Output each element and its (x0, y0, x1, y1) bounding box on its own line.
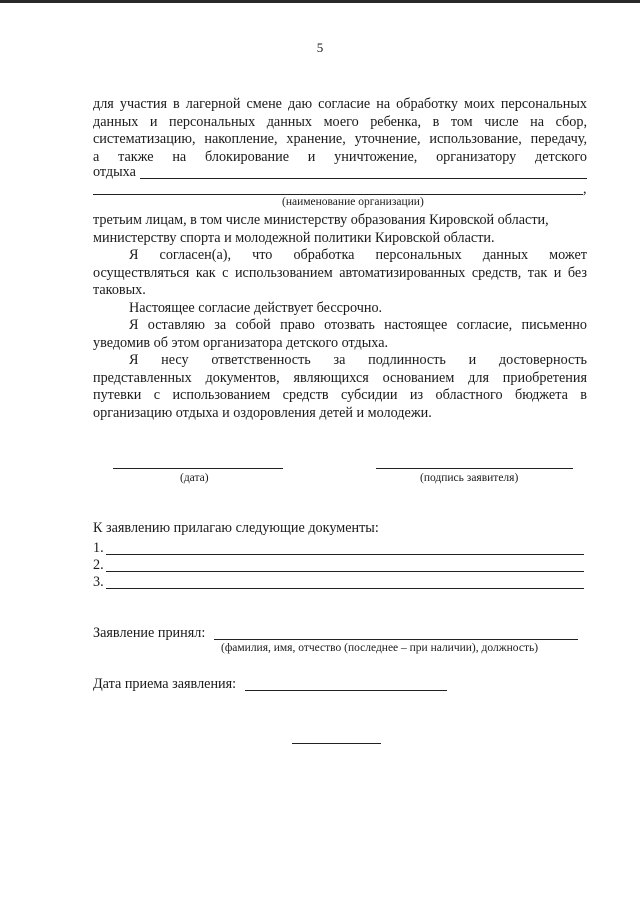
indefinite-paragraph: Настоящее согласие действует бессрочно. (129, 299, 383, 316)
attachment-line-1[interactable] (106, 554, 584, 555)
text-line: министерству спорта и молодежной политики Кировской области. (93, 229, 495, 246)
text-line: для участия в лагерной смене даю согласие на обработку моих персональных (93, 96, 587, 112)
attachments-heading: К заявлению прилагаю следующие документы: (93, 520, 379, 536)
attachment-line-3[interactable] (106, 588, 584, 589)
text-line: путевки с использованием средств субсидии из областного бюджета в (93, 387, 587, 403)
receipt-date-fill-line[interactable] (245, 690, 447, 691)
scan-border (0, 0, 640, 3)
attachment-number: 2. (93, 557, 104, 573)
date-caption: (дата) (180, 472, 209, 484)
attachment-line-2[interactable] (106, 571, 584, 572)
text-line: третьим лицам, в том числе министерству образования Кировской области, (93, 212, 549, 228)
text-line: систематизацию, накопление, хранение, уточнение, использование, передачу, (93, 131, 587, 147)
text-line: Я согласен(а), что обработка персональных данных может (129, 247, 587, 263)
signature-fill-line[interactable] (376, 468, 573, 469)
text-line: Я несу ответственность за подлинность и достоверность (129, 352, 587, 368)
page-number: 5 (316, 40, 324, 55)
attachment-number: 3. (93, 574, 104, 590)
text-line: данных и персональных данных моего ребенка, в том числе на сбор, (93, 113, 587, 130)
organization-fill-line[interactable] (140, 178, 587, 179)
text-line: а также на блокирование и уничтожение, организатору детского (93, 148, 587, 165)
receipt-date-label: Дата приема заявления: (93, 676, 237, 692)
text-line: Я оставляю за собой право отозвать настоящее согласие, письменно (129, 317, 587, 333)
date-fill-line[interactable] (113, 468, 283, 469)
text-line: представленных документов, являющихся основанием для приобретения (93, 369, 587, 386)
text-line: уведомив об этом организатора детского отдыха. (93, 334, 389, 351)
text-line: отдыха (93, 164, 136, 180)
accepted-caption: (фамилия, имя, отчество (последнее – при наличии), должность) (221, 642, 539, 654)
accepted-by-fill-line[interactable] (214, 639, 578, 640)
text-line: таковых. (93, 282, 146, 298)
signature-caption: (подпись заявителя) (420, 472, 519, 484)
comma: , (583, 181, 587, 197)
text-line: организацию отдыха и оздоровления детей и молодежи. (93, 404, 432, 421)
organization-fill-line-2[interactable] (93, 194, 583, 195)
organization-caption: (наименование организации) (282, 196, 424, 208)
attachment-number: 1. (93, 540, 104, 556)
text-line: осуществляться как с использованием автоматизированных средств, так и без (93, 264, 587, 281)
accepted-label: Заявление принял: (93, 625, 206, 641)
closing-separator (292, 743, 381, 744)
